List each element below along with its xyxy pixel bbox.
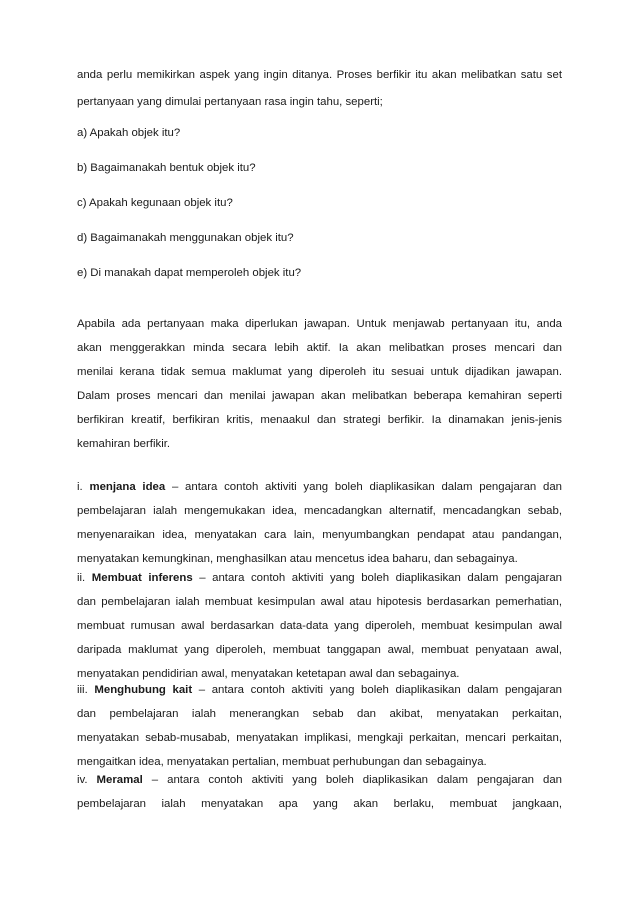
item-number: iv. — [77, 774, 88, 786]
thinking-skill-item — [77, 768, 562, 816]
intro-line-1: anda perlu memikirkan aspek yang ingin ditanya. Proses berfikir itu akan melibatkan satu set — [77, 69, 562, 81]
item-text: – antara contoh aktiviti yang boleh diaplikasikan dalam pengajaran dan — [171, 481, 562, 493]
item-line: menyatakan kemungkinan, menghasilkan atau mencetus idea baharu, dan sebagainya. — [77, 553, 518, 565]
question-item: b) Bagaimanakah bentuk objek itu? — [77, 162, 256, 174]
item-first-line — [77, 768, 562, 792]
item-line: menyatakan sebab-musabab, menyatakan implikasi, mengkaji perkaitan, mencari perkaitan, — [77, 732, 562, 744]
item-text: – antara contoh aktiviti yang boleh diaplikasikan dalam pengajaran — [199, 572, 562, 584]
paragraph-line: Apabila ada pertanyaan maka diperlukan jawapan. Untuk menjawab pertanyaan itu, anda — [77, 318, 562, 330]
paragraph-line: Dalam proses mencari dan menilai jawapan akan melibatkan beberapa kemahiran seperti — [77, 390, 562, 402]
question-item: c) Apakah kegunaan objek itu? — [77, 197, 233, 209]
item-line: dan pembelajaran ialah membuat kesimpulan awal atau hipotesis berdasarkan pemerhatian, — [77, 596, 562, 608]
item-number: iii. — [77, 684, 88, 696]
item-line: menyenaraikan idea, menyatakan cara lain, menyumbangkan pendapat atau pandangan, — [77, 529, 562, 541]
thinking-skill-item — [77, 678, 562, 774]
intro-paragraph — [77, 63, 562, 114]
thinking-skill-item — [77, 566, 562, 686]
item-line: membuat rumusan awal berdasarkan data-data yang diperoleh, membuat kesimpulan awal — [77, 620, 562, 632]
item-first-line — [77, 678, 562, 702]
item-line: daripada maklumat yang diperoleh, membuat tanggapan awal, membuat penyataan awal, — [77, 644, 562, 656]
paragraph-line: menilai kerana tidak semua maklumat yang diperoleh itu sesuai untuk dijadikan jawapan. — [77, 366, 562, 378]
thinking-skill-item — [77, 475, 562, 571]
item-line: pembelajaran ialah menyatakan apa yang akan berlaku, membuat jangkaan, — [77, 798, 562, 810]
paragraph-line: kemahiran berfikir. — [77, 438, 171, 450]
item-line: pembelajaran ialah mengemukakan idea, mencadangkan alternatif, mencadangkan sebab, — [77, 505, 562, 517]
item-first-line — [77, 566, 562, 590]
question-list — [77, 121, 562, 296]
paragraph-line: akan menggerakkan minda secara lebih aktif. Ia akan melibatkan proses mencari dan — [77, 342, 562, 354]
item-line: menyatakan pendidirian awal, menyatakan ketetapan awal dan sebagainya. — [77, 668, 460, 680]
body-paragraph — [77, 312, 562, 456]
question-item: d) Bagaimanakah menggunakan objek itu? — [77, 232, 294, 244]
question-item: e) Di manakah dapat memperoleh objek itu? — [77, 267, 302, 279]
item-line: dan pembelajaran ialah menerangkan sebab dan akibat, menyatakan perkaitan, — [77, 708, 562, 720]
item-line: mengaitkan idea, menyatakan pertalian, membuat perhubungan dan sebagainya. — [77, 756, 487, 768]
paragraph-line: berfikiran kreatif, berfikiran kritis, menaakul dan strategi berfikir. Ia dinamakan jenis-jenis — [77, 414, 562, 426]
question-item: a) Apakah objek itu? — [77, 127, 181, 139]
item-term: menjana idea — [89, 481, 166, 493]
item-term: Meramal — [96, 774, 143, 786]
item-term: Membuat inferens — [91, 572, 193, 584]
item-number: i. — [77, 481, 83, 493]
item-first-line — [77, 475, 562, 499]
item-term: Menghubung kait — [94, 684, 193, 696]
item-number: ii. — [77, 572, 86, 584]
item-text: – antara contoh aktiviti yang boleh diaplikasikan dalam pengajaran dan — [151, 774, 562, 786]
item-text: – antara contoh aktiviti yang boleh diaplikasikan dalam pengajaran — [198, 684, 562, 696]
intro-line-2: pertanyaan yang dimulai pertanyaan rasa ingin tahu, seperti; — [77, 96, 383, 108]
